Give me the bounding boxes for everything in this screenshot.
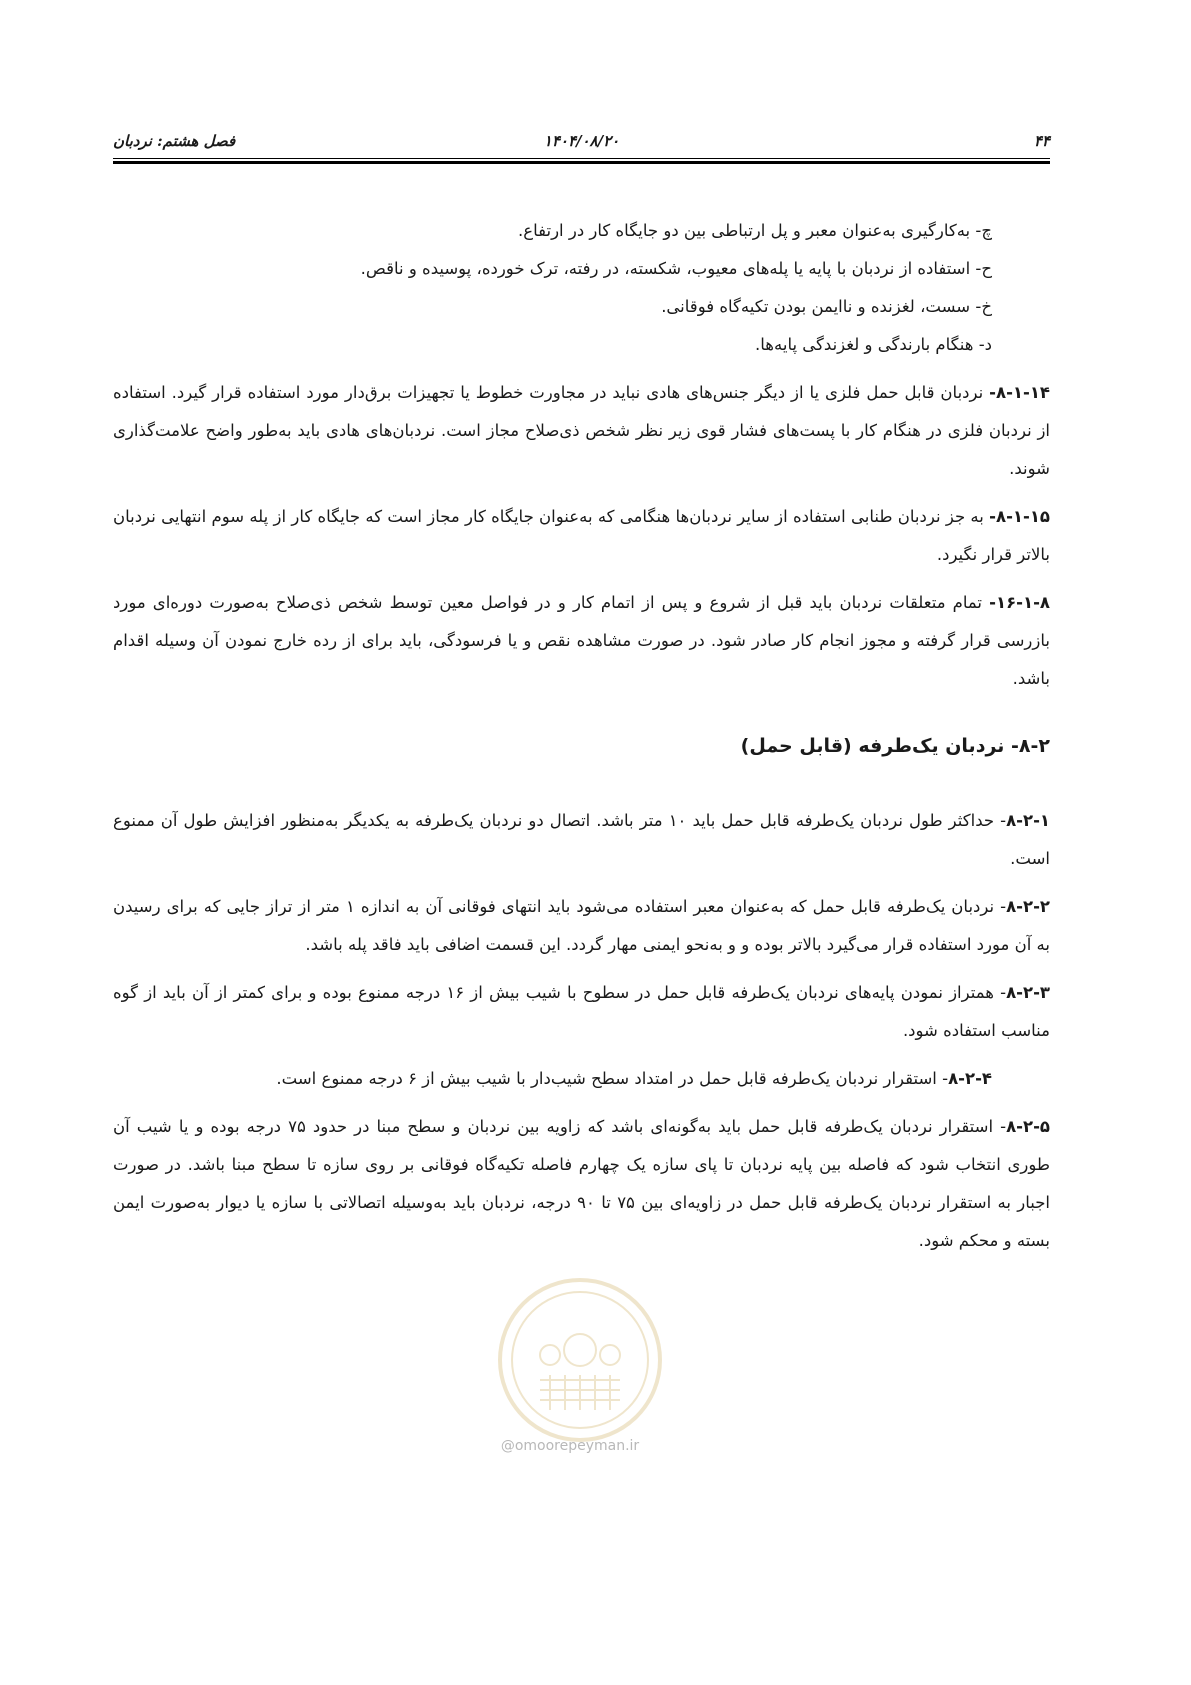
clause-text: تمام متعلقات نردبان باید قبل از شروع و پس از اتمام کار و در فواصل معین توسط شخص ذی‌صلاح به‌صورت دوره‌ای مورد بازرسی قرار گرفته و مجوز انجام کار صادر شود. در صورت مشاهده نقص و یا فرسودگی، باید برای از رده خارج نمودن آن وسیله اقدام باشد.	[113, 593, 1050, 688]
page-number: ۴۴	[1033, 132, 1050, 150]
section-heading: ۸-۲- نردبان یک‌طرفه (قابل حمل)	[740, 735, 1050, 757]
clause-number: ۸-۲-۵	[1006, 1117, 1050, 1136]
clause-8-1-16	[113, 584, 1050, 698]
list-item: خ- سست، لغزنده و ناایمن بودن تکیه‌گاه فوقانی.	[661, 297, 992, 316]
page-header	[113, 128, 1050, 156]
clause-8-2-2	[113, 888, 1050, 964]
clause-8-2-4	[113, 1060, 1050, 1098]
clause-number: ۸-۲-۴	[948, 1069, 992, 1088]
clause-number: ۸-۲-۳	[1006, 983, 1050, 1002]
clause-text: - همتراز نمودن پایه‌های نردبان یک‌طرفه قابل حمل در سطوح با شیب بیش از ۱۶ درجه ممنوع بوده و برای کمتر از آن باید از گوه مناسب استفاده شود.	[113, 983, 1050, 1040]
clause-8-2-1	[113, 802, 1050, 878]
clause-text: به جز نردبان طنابی استفاده از سایر نردبان‌ها هنگامی که به‌عنوان جایگاه کار مجاز است که جایگاه کار از پله سوم انتهایی نردبان بالاتر قرار نگیرد.	[113, 507, 1050, 564]
list-item: چ- به‌کارگیری به‌عنوان معبر و پل ارتباطی بین دو جایگاه کار در ارتفاع.	[518, 221, 992, 240]
clause-number: ۱۶-۱-۸-	[989, 593, 1050, 612]
clause-number: ۸-۲-۱	[1006, 811, 1050, 830]
clause-text: - حداکثر طول نردبان یک‌طرفه قابل حمل باید ۱۰ متر باشد. اتصال دو نردبان یک‌طرفه به یکدیگر به‌منظور افزایش طول آن ممنوع است.	[113, 811, 1050, 868]
clause-8-1-15	[113, 498, 1050, 574]
header-date: ۱۴۰۴/۰۸/۲۰	[543, 132, 620, 150]
clause-8-2-5	[113, 1108, 1050, 1260]
list-item: ح- استفاده از نردبان با پایه یا پله‌های معیوب، شکسته، در رفته، ترک خورده، پوسیده و ناقص.	[360, 259, 992, 278]
clause-text: - استقرار نردبان یک‌طرفه قابل حمل در امتداد سطح شیب‌دار با شیب بیش از ۶ درجه ممنوع است.	[276, 1069, 949, 1088]
clause-text: - نردبان یک‌طرفه قابل حمل که به‌عنوان معبر استفاده می‌شود باید انتهای فوقانی آن به اندازه ۱ متر از تراز جایی که برای رسیدن به آن مورد استفاده قرار می‌گیرد بالاتر بوده و و به‌نحو ایمنی مهار گردد. این قسمت اضافی باید فاقد پله باشد.	[113, 897, 1050, 954]
clause-text: - استقرار نردبان یک‌طرفه قابل حمل باید به‌گونه‌ای باشد که زاویه بین نردبان و سطح مبنا در حدود ۷۵ درجه بوده و یا شیب آن طوری انتخاب شود که فاصله بین پایه نردبان تا پای سازه یک چهارم فاصله تکیه‌گاه فوقانی بر روی سازه تا سطح مبنا باشد. در صورت اجبار به استقرار نردبان یک‌طرفه قابل حمل در زاویه‌ای بین ۷۵ تا ۹۰ درجه، نردبان باید به‌وسیله اتصالاتی با سازه یا دیوار به‌صورت ایمن بسته و محکم شود.	[113, 1117, 1051, 1250]
clause-number: ۸-۱-۱۵-	[989, 507, 1050, 526]
header-rule-thick	[113, 161, 1050, 164]
clause-text: نردبان قابل حمل فلزی یا از دیگر جنس‌های هادی نباید در مجاورت خطوط یا تجهیزات برق‌دار مورد استفاده قرار گیرد. استفاده از نردبان فلزی در هنگام کار با پست‌های فشار قوی زیر نظر شخص ذی‌صلاح مجاز است. نردبان‌های هادی باید به‌طور واضح علامت‌گذاری شوند.	[113, 383, 1050, 478]
clause-8-2-3	[113, 974, 1050, 1050]
chapter-title: فصل هشتم: نردبان	[113, 132, 236, 150]
watermark-logo	[495, 1275, 665, 1445]
clause-8-1-14	[113, 374, 1050, 488]
header-rule-thin	[113, 158, 1050, 159]
clause-number: ۸-۱-۱۴-	[989, 383, 1050, 402]
list-item: د- هنگام بارندگی و لغزندگی پایه‌ها.	[755, 335, 992, 354]
watermark-site: @omoorepeyman.ir	[500, 1438, 640, 1454]
document-body	[113, 212, 1050, 1260]
clause-number: ۸-۲-۲	[1006, 897, 1050, 916]
